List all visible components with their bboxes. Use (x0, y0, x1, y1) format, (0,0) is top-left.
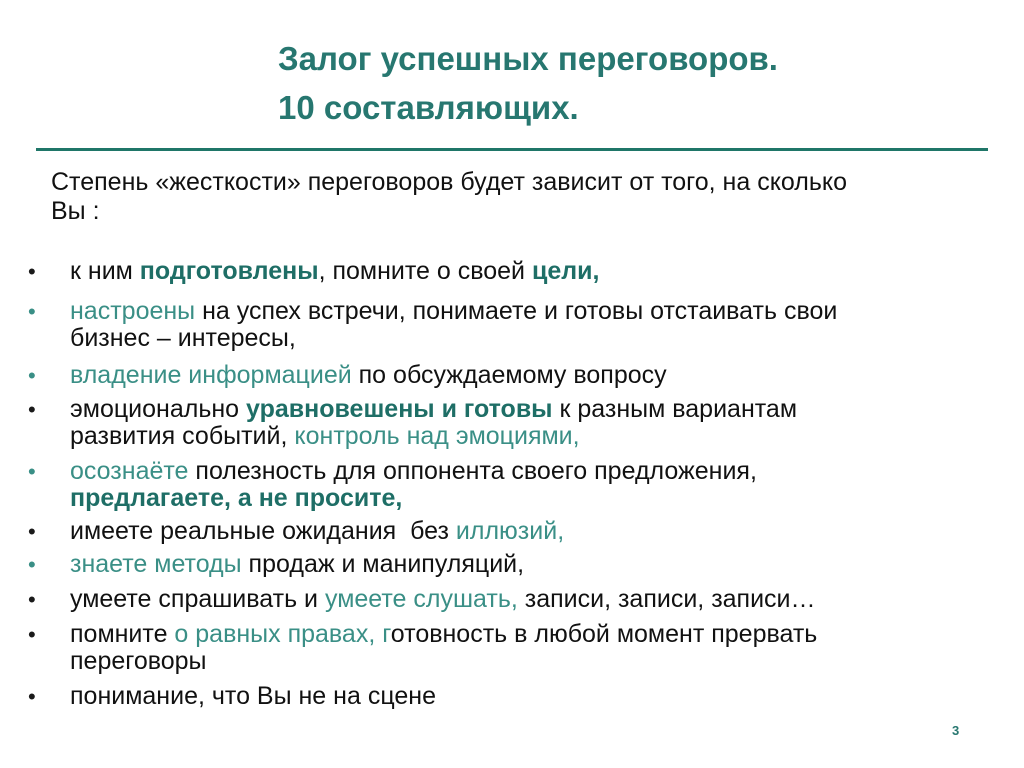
list-item-text (70, 586, 970, 613)
list-item-text (70, 621, 970, 675)
text-segment: помните (70, 620, 175, 648)
slide-title (278, 34, 778, 132)
text-segment: настроены (70, 297, 196, 325)
list-item-text (70, 458, 970, 512)
text-segment: к ним (70, 257, 140, 285)
text-segment: отовность в любой момент прервать (390, 620, 818, 648)
text-segment: знаете методы (70, 550, 242, 578)
list-item-text (70, 683, 970, 710)
list-item-line (70, 396, 970, 423)
bullet-icon: • (28, 552, 36, 577)
text-segment: имеете реальные ожидания без (70, 517, 456, 545)
bullet-icon: • (28, 459, 36, 484)
text-segment: на успех встречи, понимаете и готовы отстаивать свои (195, 297, 838, 325)
list-item-line (70, 298, 970, 325)
text-segment: предлагаете, а не просите, (70, 484, 403, 512)
bullet-icon: • (28, 519, 36, 544)
text-segment: бизнес – интересы, (70, 324, 296, 352)
list-item-text (70, 551, 970, 578)
list-item-line (70, 648, 970, 675)
bullet-icon: • (28, 363, 36, 388)
text-segment: полезность для оппонента своего предложения, (188, 457, 757, 485)
list-item-line (70, 458, 970, 485)
list-item-line (70, 423, 970, 450)
text-segment: иллюзий, (455, 517, 565, 545)
list-item-line (70, 551, 970, 578)
intro-paragraph (51, 168, 971, 226)
text-segment: владение информацией (70, 361, 352, 389)
intro-line-2: Вы : (51, 197, 100, 225)
list-item-text (70, 518, 970, 545)
text-segment: развития событий, (70, 422, 295, 450)
text-segment: умеете спрашивать и (70, 585, 325, 613)
list-item-line (70, 485, 970, 512)
text-segment: умеете слушать, (324, 585, 518, 613)
list-item-text (70, 298, 970, 352)
text-segment: уравновешены и готовы (246, 395, 553, 423)
bullet-icon: • (28, 397, 36, 422)
bullet-icon: • (28, 622, 36, 647)
text-segment: осознаёте (70, 457, 189, 485)
text-segment: понимание, что Вы не на сцене (70, 682, 436, 710)
title-line-1: Залог успешных переговоров. (278, 40, 778, 77)
title-divider (36, 148, 988, 151)
text-segment: переговоры (70, 647, 207, 675)
bullet-icon: • (28, 684, 36, 709)
list-item-line (70, 586, 970, 613)
title-line-2: 10 составляющих. (278, 89, 579, 126)
list-item-text (70, 258, 970, 285)
text-segment: эмоционально (70, 395, 247, 423)
list-item-line (70, 325, 970, 352)
page-number: 3 (952, 723, 960, 738)
intro-line-1: Степень «жесткости» переговоров будет зависит от того, на сколько (51, 168, 847, 196)
list-item-line (70, 362, 970, 389)
bullet-icon: • (28, 299, 36, 324)
text-segment: о равных правах, г (174, 620, 391, 648)
bullet-icon: • (28, 587, 36, 612)
text-segment: контроль над эмоциями, (294, 422, 580, 450)
list-item-line (70, 518, 970, 545)
list-item-text (70, 396, 970, 450)
text-segment: цели, (531, 257, 600, 285)
list-item-line (70, 258, 970, 285)
text-segment: продаж и манипуляций, (241, 550, 525, 578)
list-item-line (70, 683, 970, 710)
list-item-line (70, 621, 970, 648)
text-segment: подготовлены (139, 257, 319, 285)
text-segment: , помните о своей (318, 257, 532, 285)
bullet-icon: • (28, 259, 36, 284)
text-segment: записи, записи, записи… (517, 585, 816, 613)
text-segment: к разным вариантам (552, 395, 798, 423)
list-item-text (70, 362, 970, 389)
text-segment: по обсуждаемому вопросу (351, 361, 667, 389)
